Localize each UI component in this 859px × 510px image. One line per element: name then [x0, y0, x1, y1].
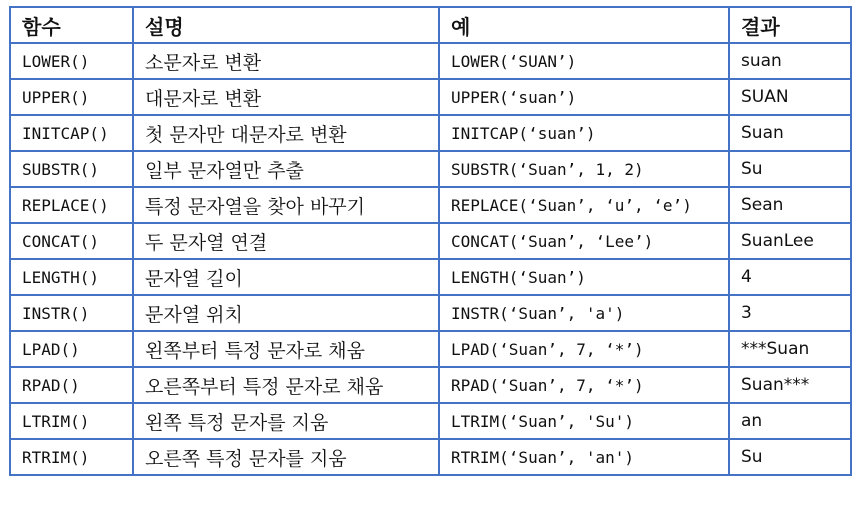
header-example: 예 [439, 7, 729, 43]
cell-example: LENGTH(‘Suan’) [439, 259, 729, 295]
cell-example: SUBSTR(‘Suan’, 1, 2) [439, 151, 729, 187]
table-row [10, 79, 851, 115]
cell-function: INITCAP() [10, 115, 133, 151]
cell-example: LOWER(‘SUAN’) [439, 43, 729, 79]
cell-result: 4 [729, 259, 851, 295]
cell-function: CONCAT() [10, 223, 133, 259]
cell-description: 오른쪽 특정 문자를 지움 [133, 439, 439, 475]
table-body [10, 43, 851, 475]
cell-function: LENGTH() [10, 259, 133, 295]
cell-description: 왼쪽 특정 문자를 지움 [133, 403, 439, 439]
header-description: 설명 [133, 7, 439, 43]
cell-description: 왼쪽부터 특정 문자로 채움 [133, 331, 439, 367]
cell-result: Suan [729, 115, 851, 151]
cell-description: 첫 문자만 대문자로 변환 [133, 115, 439, 151]
cell-description: 소문자로 변환 [133, 43, 439, 79]
cell-example: REPLACE(‘Suan’, ‘u’, ‘e’) [439, 187, 729, 223]
table-row [10, 331, 851, 367]
header-function: 함수 [10, 7, 133, 43]
table-row [10, 43, 851, 79]
cell-description: 두 문자열 연결 [133, 223, 439, 259]
string-functions-table [9, 6, 852, 476]
cell-description: 대문자로 변환 [133, 79, 439, 115]
table-header [10, 7, 851, 43]
cell-example: CONCAT(‘Suan’, ‘Lee’) [439, 223, 729, 259]
cell-function: UPPER() [10, 79, 133, 115]
cell-example: RPAD(‘Suan’, 7, ‘*’) [439, 367, 729, 403]
table-row [10, 439, 851, 475]
table-row [10, 151, 851, 187]
table-row [10, 187, 851, 223]
cell-example: LTRIM(‘Suan’, 'Su') [439, 403, 729, 439]
cell-description: 특정 문자열을 찾아 바꾸기 [133, 187, 439, 223]
cell-example: INSTR(‘Suan’, 'a') [439, 295, 729, 331]
cell-result: 3 [729, 295, 851, 331]
cell-result: an [729, 403, 851, 439]
table-row [10, 223, 851, 259]
table-row [10, 259, 851, 295]
cell-description: 일부 문자열만 추출 [133, 151, 439, 187]
cell-function: INSTR() [10, 295, 133, 331]
cell-function: SUBSTR() [10, 151, 133, 187]
cell-function: LOWER() [10, 43, 133, 79]
cell-example: INITCAP(‘suan’) [439, 115, 729, 151]
cell-result: Su [729, 151, 851, 187]
cell-function: RTRIM() [10, 439, 133, 475]
cell-function: RPAD() [10, 367, 133, 403]
cell-result: SUAN [729, 79, 851, 115]
cell-description: 문자열 위치 [133, 295, 439, 331]
cell-example: UPPER(‘suan’) [439, 79, 729, 115]
cell-result: SuanLee [729, 223, 851, 259]
cell-function: LTRIM() [10, 403, 133, 439]
table-row [10, 295, 851, 331]
cell-function: LPAD() [10, 331, 133, 367]
cell-function: REPLACE() [10, 187, 133, 223]
cell-result: suan [729, 43, 851, 79]
cell-example: RTRIM(‘Suan’, 'an') [439, 439, 729, 475]
cell-example: LPAD(‘Suan’, 7, ‘*’) [439, 331, 729, 367]
cell-description: 문자열 길이 [133, 259, 439, 295]
cell-result: Suan*** [729, 367, 851, 403]
cell-result: ***Suan [729, 331, 851, 367]
header-row [10, 7, 851, 43]
cell-result: Su [729, 439, 851, 475]
cell-result: Sean [729, 187, 851, 223]
header-result: 결과 [729, 7, 851, 43]
table-row [10, 115, 851, 151]
table-row [10, 367, 851, 403]
table-row [10, 403, 851, 439]
cell-description: 오른쪽부터 특정 문자로 채움 [133, 367, 439, 403]
